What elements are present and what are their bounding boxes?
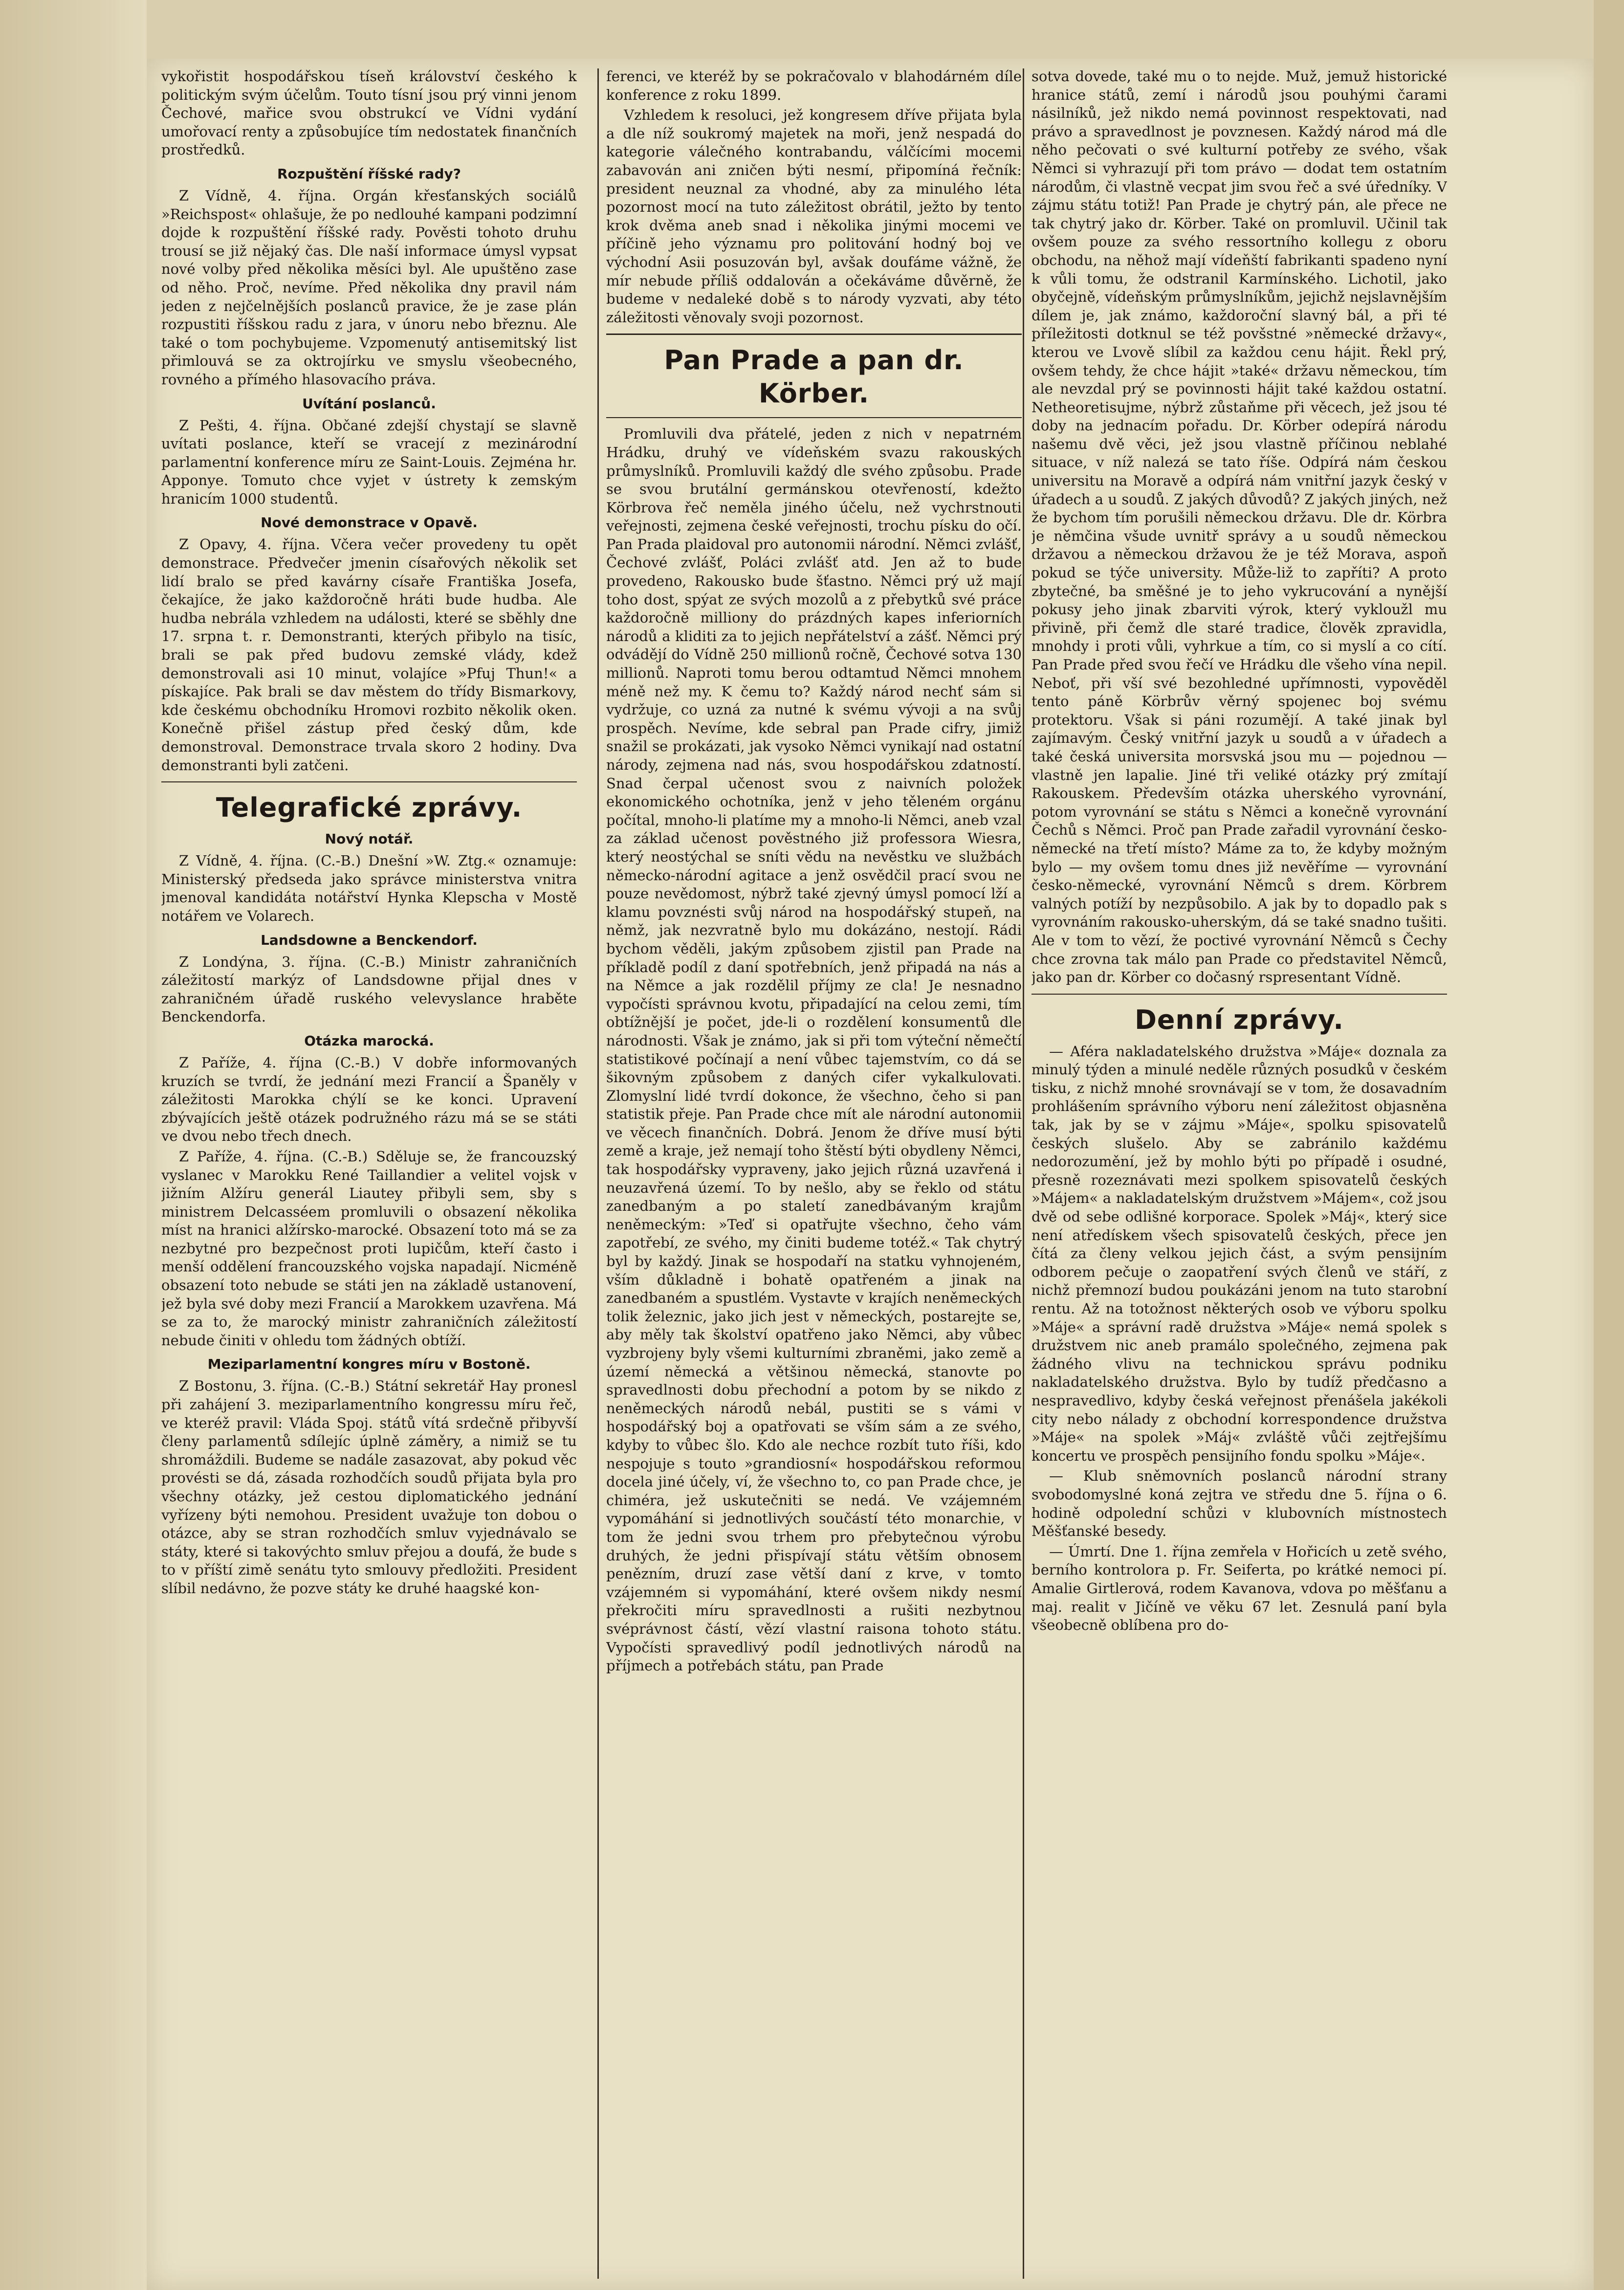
column-rule-2 <box>1023 68 1024 2279</box>
headline-maroko: Otázka marocká. <box>304 1032 434 1049</box>
article-maroko-1: Z Paříže, 4. října (C.-B.) V dobře informovaných kruzích se tvrdí, že jednání mezi Francií a Španěly v záležitosti Marokka chýlí se ke konci. Upravení zbývajících ještě otázek podružného rázu má se se státi ve dvou nebo třech dnech. <box>161 1054 577 1145</box>
section-title-telegraficke: Telegrafické zprávy. <box>216 792 523 823</box>
article-prade-continuation: sotva dovede, také mu o to nejde. Muž, jemuž historické hranice států, zemí i národů jsou pouhými čarami násilníků, jež nikdo nemá povinnost respektovati, nad právo a spravedlnost je povznesen. Každý národ má dle něho pečovati o své kulturní potřeby ze svého, však Němci si vyhrazují při tom právo — dodat tem ostatním národům, či vlastně vecpat jim svou řeč a své úředníky. V zájmu státu totiž! Pan Prade je chytrý pán, ale přece ne tak chytrý jako dr. Körber. Také on promluvil. Učinil tak ovšem pouze za svého ressortního kollegu z oboru obchodu, na něhož mají vídeňští fabrikanti spadeno nyní k vůli tomu, že odstranil Karmínského. Lichotil, jako obyčejně, vídeňským průmyslníkům, jejichž nejslavnějším dílem je, jak známo, každoroční slavný bál, a při té příležitosti dotknul se též povšstné »německé državy«, kterou ve Lvově slíbil za každou cenu hájit. Řekl prý, ovšem tehdy, že chce hájit »také« državu německou, tím ale nevzdal prý se povinnosti hájit také každou ostatní. Netheoretisujme, nýbrž zůstaňme při věcech, jež jsou té doby na jednacím pořadu. Dr. Körber odepírá národu našemu dvě věci, jež jsou vlastně příčinou neblahé situace, v níž nalezá se tato říše. Odpírá nám českou universitu na Moravě a odpírá nám vnitřní jazyk český v úřadech a u soudů. Z jakých důvodů? Z jakých jiných, než že bychom tím porušili německou državu. Dle dr. Körbra je němčina všude uvnitř správy a u soudů německou državou a německou državou že je též Morava, aspoň pokud se týče university. Může-liž to zapříti? A proto zbytečné, ba směšné je to jeho vykrucování a nynější pokusy jeho jinak zbarviti výrok, který vykloužl mu přivině, při čemž dle staré tradice, člověk zpravidla, mnohdy i proti vůli, vyhrkue a tím, co si myslí a co cítí. Pan Prade před svou řečí ve Hrádku dle všeho vína nepil. Neboť, při vší své bezohledné upřímnosti, vypověděl tento páně Körbrův věrný spojenec boj svému protektoru. Však si páni rozumějí. A také jinak byl zajímavým. Český vnitřní jazyk u soudů a v úřadech a také česká universita morsvská jsou mu — pojednou — vlastně jen lapalie. Jiné tři veliké otázky prý zmítají Rakouskem. Především otázka uherského vyrovnání, potom vyrovnání se státu s Němci a konečně vyrovnání Čechů s Němci. Proč pan Prade zařadil vyrovnání česko-německé na třetí místo? Máme za to, že kdyby možným bylo — my ovšem tomu dnes již nevěříme — vyrovnání česko-německé, vyrovnání Němců s drem. Körbrem valných potíží by nezpůsobilo. A jak by to dopadlo pak s vyrovnáním rakousko-uherským, dá se také snadno tušiti. Ale v tom to vězí, že poctivé vyrovnání Němců s Čechy chce zrovna tak málo pan Prade co představitel Němců, jako pan dr. Körber co dočasný rspresentant Vídně. <box>1031 68 1447 986</box>
column-2 <box>606 67 1022 2283</box>
article-umrti: — Úmrtí. Dne 1. října zemřela v Hořicích u zetě svého, berního kontrolora p. Fr. Seiferta, po krátké nemoci pí. Amalie Girtlerová, rodem Kavanova, vdova po měšťanu a maj. realit v Jičíně ve věku 67 let. Zesnulá paní byla všeobecně oblíbena pro do- <box>1031 1543 1447 1634</box>
headline-demonstrace: Nové demonstrace v Opavě. <box>261 514 478 531</box>
headline-landsdowne: Landsdowne a Benckendorf. <box>261 932 478 948</box>
section-divider <box>1031 994 1447 995</box>
article-prade-korber: Promluvili dva přátelé, jeden z nich v nepatrném Hrádku, druhý ve vídeňském svazu rakouských průmyslníků. Promluvili každý dle svého způsobu. Prade se svou brutální germánskou otevřeností, kdežto Körbrova řeč neměla jiného účelu, než vychrstnouti veřejnosti, zejmena české veřejnosti, trochu písku do očí. Pan Prada plaidoval pro autonomii národní. Němci zvlášť, Čechové zvlášť, Poláci zvlášť atd. Jen až to bude provedeno, Rakousko bude šťastno. Němci prý už mají toho dost, spýat ze svých mozolů a z přebytků své práce každoročně milliony do prázdných kapes inferiorních národů a kliditi za to jejich nepřátelství a zášť. Němci prý odvádějí do Vídně 250 millionů ročně, Čechové sotva 130 millionů. Naproti tomu berou odtamtud Němci mnohem méně než my. K čemu to? Každý národ nechť sám si vydržuje, co uzná za nutné k svému vývoji a na svůj prospěch. Nevíme, kde sebral pan Prade cifry, jimiž snažil se prokázati, jak vysoko Němci vynikají nad ostatní národy, zejmena nad nás, svou hospodářskou zdatností. Snad čerpal učenost svou z naivních položek ekonomického ochotníka, jenž v jeho těleném orgánu počítal, mnoho-li platíme my a mnoho-li Němci, aneb vzal za základ učenost pověstného již professora Wiesra, který neostýchal se sníti vědu na nevěstku ve službách německo-národní agitace a jenž osvědčil prací svou ne pouze nevědomost, nýbrž také zjevný úmysl pomocí lží a klamu povznésti svůj národ na hospodářský stupeň, na němž, jak nezvratně bylo mu dokázáno, nestojí. Rádi bychom věděli, jakým způsobem zjistil pan Prade na příkladě podíl z daní spotřebních, jenž připadá na nás a na Němce a jak rozdělil příjmy ze cla! Je nesnadno vypočísti správnou kvotu, připadající na celou zemi, tím obtížnější je počet, jde-li o rozdělení konsumentů dle národnosti. Však je známo, jak si při tom výteční němečtí statistikové počínají a není vůbec tajemstvím, co dá se šikovným způsobem z daných cifer vykalkulovati. Zlomyslní lidé tvrdí dokonce, že všechno, čeho si pan statistik přeje. Pan Prade chce mít ale národní autonomii ve věcech finančních. Dobrá. Jenom že dříve musí býti země a kraje, jež nemají toho štěstí býti obydleny Němci, tak hospodářsky vypraveny, jako jejich různá uzavřená i neuzavřená území. To by nešlo, aby se řeklo od státu zanedbaným a po staletí zanedbávaným krajům neněmeckým: »Teď si opatřujte všechno, čeho vám zapotřebí, ze svého, my činiti budeme totéž.« Tak chytrý byl by každý. Jinak se hospodaří na statku vyhnojeném, vším důkladně i bohatě opatřeném a jinak na zanedbaném a spustlém. Vystavte v krajích neněmeckých tolik železnic, jako jich jest v německých, postarejte se, aby měly tak školství opatřeno jako Němci, aby vůbec vyzbrojeny byly všemi kulturními zbraněmi, jako země a území německá a většinou německá, stanovte po spravedlnosti dobu přechodní a potom by se nikdo z neněmeckých národů nebál, pustiti se s vámi v hospodářský boj a opatřovati se vším sám a ze svého, kdyby to vůbec šlo. Kdo ale nechce rozbít tuto říši, kdo nespojuje s touto »grandiosní« hospodářskou reformou docela jiné účely, ví, že všechno to, co pan Prade chce, je chiméra, jež uskutečniti se nedá. Ve vzájemném vypomáhání si jednotlivých součástí této monarchie, v tom že jedni svou trhem pro přebytečnou výrobu druhých, že jedni přispívají státu větším obnosem penězním, druzí zase větší daní z krve, v tomto vzájemném si vypomáhání, které ovšem nikdy nesmí překročiti míru spravedlnosti a rušiti nezbytnou svéprávnost částí, vězí vlastní raisona tohoto státu. Vypočísti spravedlivý podíl jednotlivých národů na příjmech a potřebách státu, pan Prade <box>606 425 1022 1674</box>
article-kongres: Z Bostonu, 3. října. (C.-B.) Státní sekretář Hay pronesl při zahájení 3. meziparlamentního kongressu míru řeč, ve kteréž pravil: Vláda Spoj. států vítá srdečně přibyvší členy parlamentů sdílejíc úplně záměry, a nimiž se tu shromáždili. Budeme se nadále zasazovat, aby pokud věc provésti se dá, zásada rozhodčích soudů přijata byla pro všechny otázky, jež cestou diplomatického jednání vyřízeny býti nemohou. President uvažuje ton dobou o otázce, aby se stran rozhodčích smluv vyjednávalo se státy, které si takovýchto smluv přejou a doufá, že bude s to v příští zimě senátu tyto smlouvy předložiti. President slíbil nedávno, že pozve státy ke druhé haagské kon- <box>161 1378 577 1597</box>
article-landsdowne: Z Londýna, 3. října. (C.-B.) Ministr zahraničních záležitostí markýz of Landsdowne přijal dnes v zahraničném úřadě ruského velevyslance hraběte Benckendorfa. <box>161 953 577 1025</box>
column-rule-1 <box>597 68 599 2279</box>
article-uvitani: Z Pešti, 4. října. Občané zdejší chystají se slavně uvítati poslance, kteří se vracejí z mezinárodní parlamentní konference míru ze Saint-Louis. Zejména hr. Apponye. Tomuto chce vyjet v ústrety k zemským hranicím 1000 studentů. <box>161 417 577 507</box>
article-klub: — Klub sněmovních poslanců národní strany svobodomyslné koná zejtra ve středu dne 5. října o 6. hodině odpolední schůzi v klubovních místnostech Měšťanské besedy. <box>1031 1467 1447 1540</box>
headline-uvitani: Uvítání poslanců. <box>302 395 436 412</box>
article-kongres-continuation: ferenci, ve kteréž by se pokračovalo v blahodárném díle konference z roku 1899. <box>606 68 1022 103</box>
column-3 <box>1031 67 1447 2283</box>
article-maroko-2: Z Paříže, 4. října. (C.-B.) Sděluje se, že francouzský vyslanec v Marokku René Taillandier a velitel vojsk v jižním Alžíru generál Liautey přibyli sem, sby s ministrem Delcasséem promluvili o obsazení několika míst na hranici alžírsko-marocké. Obsazení toto má se za nezbytné pro bezpečnost proti lupičům, kteří často i menší oddělení francouzského vojska napadají. Nicméně obsazení toto nebude se státi jen na základě ustanovení, jež byla své doby mezi Francií a Marokkem uzavřena. Má se za to, že marocký ministr zahraničních záležitostí nebude činiti v ohledu tom žádných obtíží. <box>161 1148 577 1349</box>
headline-notar: Nový notář. <box>325 831 414 847</box>
article-demonstrace: Z Opavy, 4. října. Včera večer provedeny tu opět demonstrace. Předvečer jmenin císařových několik set lidí bralo se před kavárny císaře Františka Josefa, čekajíce, že jako každoročně hráti bude hudba. Ale hudba nebrála vzhledem na události, které se sběhly dne 17. srpna t. r. Demonstranti, kterých přibylo na tisíc, brali se pak před budovu zemské vlády, kdež demonstrovali asi 10 minut, volajíce »Pfuj Thun!« a pískajíce. Pak brali se dav městem do třídy Bismarkovy, kde českému obchodníku Hromovi rozbito několik oken. Konečně přišel zástup před český dům, kde demonstroval. Demonstrace trvala skoro 2 hodiny. Dva demonstranti byli zatčeni. <box>161 536 577 774</box>
page-edge-left <box>0 0 147 2290</box>
headline-prade-korber: Pan Prade a pan dr. Körber. <box>664 345 964 409</box>
section-divider <box>606 333 1022 335</box>
article-notar: Z Vídně, 4. října. (C.-B.) Dnešní »W. Ztg.« oznamuje: Ministerský předseda jako správce ministerstva vnitra jmenoval kandidáta notářství Hynka Klepscha v Mostě notářem ve Volarech. <box>161 852 577 924</box>
column-1 <box>161 67 577 2283</box>
article-rozpusteni: Z Vídně, 4. října. Orgán křesťanských sociálů »Reichspost« ohlašuje, že po nedlouhé kampani podzimní dojde k rozpuštění říšské rady. Pověsti tohoto druhu trousí se již nějaký čas. Dle naší informace úmysl vypsat nové volby před několika měsíci byl. Ale upuštěno zase od něho. Proč, nevíme. Před několika dny pravil nám jeden z nejčelnějších poslanců pravice, že je zase plán rozpustiti říšskou radu z jara, v únoru nebo březnu. Ale také o tom pochybujeme. Vzpomenutý antisemitský list přimlouvá se za oktrojírku ve smyslu všeobecného, rovného a přímého hlasovacího práva. <box>161 187 577 388</box>
section-divider <box>161 781 577 782</box>
page-edge-right <box>1594 0 1624 2290</box>
article-continuation: vykořistit hospodářskou tíseň království českého k politickým svým účelům. Touto tísní jsou prý vinni jenom Čechové, mařice svou obstrukcí ve Vídni vydání umořovací renty a způsobujíce tím nedostatek finančních prostředků. <box>161 68 577 158</box>
headline-rozpusteni: Rozpuštění říšské rady? <box>277 165 461 182</box>
article-kongres-resoluce: Vzhledem k resoluci, jež kongresem dříve přijata byla a dle níž soukromý majetek na moři, jenž nespadá do kategorie válečného kontrabandu, válčícími mocemi zabavován ani zničen býti nesmí, připomíná řečník: president neuznal za vhodné, aby za minulého léta pozornost mocí na tuto záležitost obrátil, ježto by tento krok dvěma aneb snad i několika jinými mocemi ve příčině jeho významu pro politování hodný boj ve východní Asii posuzován byl, avšak doufáme vážně, že mír nebude příliš oddalován a očekáváme důvěrně, že budeme v nedaleké době s to národy vyzvati, aby této záležitosti věnovaly svoji pozornost. <box>606 107 1022 326</box>
headline-underline <box>606 417 1022 418</box>
article-maj: — Aféra nakladatelského družstva »Máje« doznala za minulý týden a minulé neděle různých posudků v českém tisku, z nichž mnohé srovnávají se v tom, že dosavadním prohlášením správního výboru není záležitost objasněna tak, jak by se v zájmu »Máje«, spolku spisovatelů českých slušelo. Aby se zabránilo každému nedorozumění, jež by mohlo býti po případě i osudné, přesně rozeznávati mezi spolkem spisovatelů českých »Májem« a nakladatelským družstvem »Májem«, což jsou dvě od sebe odlišné korporace. Spolek »Máj«, který sice není atředískem všech spisovatelů českých, přece jen čítá za členy velkou jejich část, a svým pensijním odborem pečuje o zaopatření svých členů ve stáří, z nichž přemnozí budou poukázáni jenom na tuto starobní rentu. Až na totožnost některých osob ve výboru spolku »Máje« a správní radě družstva »Máje« nemá spolek s družstvem nic aneb pramálo společného, zejmena pak žádného vlivu na technickou správu podniku nakladatelského družstva. Bylo by tudíž předčasno a nespravedlivo, kdyby česká veřejnost přenášela jakékoli city nebo nálady z obchodní korrespondence družstva »Máje« na spolek »Máj« zvláště vůči zejtřejšímu koncertu ve prospěch pensijního fondu spolku »Máje«. <box>1031 1043 1447 1464</box>
headline-kongres: Meziparlamentní kongres míru v Bostoně. <box>207 1356 531 1373</box>
section-title-denni-zpravy: Denní zprávy. <box>1135 1004 1344 1035</box>
